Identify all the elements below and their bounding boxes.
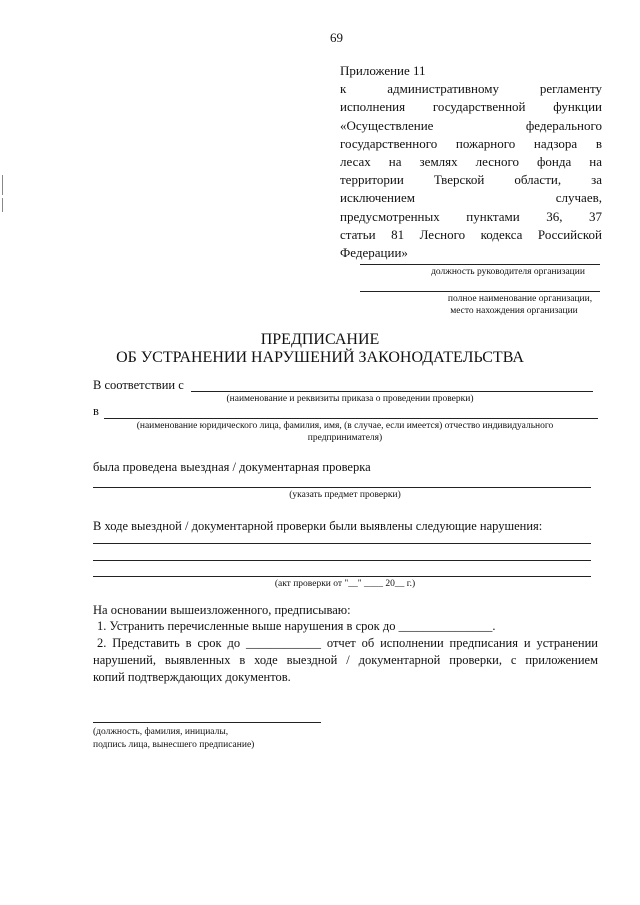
inspection-subject-field[interactable] <box>93 487 591 488</box>
order-field[interactable] <box>191 391 593 392</box>
scan-margin-mark <box>2 175 3 195</box>
annex-line: лесах на землях лесного фонда на <box>340 153 602 169</box>
annex-line: статьи 81 Лесного кодекса Российской <box>340 226 602 242</box>
annex-line: исполнения государственной функции <box>340 99 602 115</box>
inspection-subject-caption: (указать предмет проверки) <box>289 490 401 500</box>
scan-margin-mark <box>2 198 3 212</box>
annex-line: государственного пожарного надзора в <box>340 135 602 151</box>
entity-caption: (наименование юридического лица, фамилия, имя, (в случае, если имеется) отчество индивидуального <box>136 421 554 431</box>
inspection-text: была проведена выездная / документарная проверка <box>93 460 371 474</box>
signature-caption: (должность, фамилия, инициалы, <box>93 727 229 737</box>
entity-caption-cont: предпринимателя) <box>307 433 383 443</box>
org-location-caption: место нахождения организации <box>450 306 578 316</box>
violations-field-1[interactable] <box>93 543 591 544</box>
violations-field-3[interactable] <box>93 576 591 577</box>
instruction-item-2-line: копий подтверждающих документов. <box>93 670 291 684</box>
annex-line: территории Тверской области, за <box>340 172 602 188</box>
violations-field-2[interactable] <box>93 560 591 561</box>
accordance-label: В соответствии с <box>93 378 184 392</box>
signature-caption-cont: подпись лица, вынесшего предписание) <box>93 740 255 750</box>
act-caption: (акт проверки от "__" ____ 20__ г.) <box>274 579 416 589</box>
instructions-intro: На основании вышеизложенного, предписываю: <box>93 603 351 617</box>
instruction-item-1: 1. Устранить перечисленные выше нарушения в срок до _______________. <box>97 619 496 633</box>
instruction-item-2 <box>93 635 598 686</box>
violations-text: В ходе выездной / документарной проверки были выявлены следующие нарушения: <box>93 519 543 533</box>
annex-line: Приложение 11 <box>340 63 426 78</box>
annex-line: «Осуществление федерального <box>340 117 602 133</box>
head-position-field[interactable] <box>360 264 600 265</box>
document-title: ПРЕДПИСАНИЕ <box>260 331 380 348</box>
annex-line: Федерации» <box>340 244 408 260</box>
annex-line: исключением случаев, <box>340 190 602 206</box>
signature-field[interactable] <box>93 722 321 723</box>
order-caption: (наименование и реквизиты приказа о проведении проверки) <box>226 394 474 404</box>
document-subtitle: ОБ УСТРАНЕНИИ НАРУШЕНИЙ ЗАКОНОДАТЕЛЬСТВА <box>116 349 524 366</box>
annex-line: к административному регламенту <box>340 81 602 97</box>
instruction-item-2-line: нарушений, выявленных в ходе выездной / документарной проверки, с приложением <box>93 653 598 667</box>
annex-block <box>340 62 602 262</box>
instruction-item-2-line: 2. Представить в срок до ____________ отчет об исполнении предписания и устранении <box>97 636 598 650</box>
page-number: 69 <box>330 30 343 45</box>
annex-line: предусмотренных пунктами 36, 37 <box>340 208 602 224</box>
head-position-caption: должность руководителя организации <box>431 267 585 277</box>
entity-field[interactable] <box>104 418 598 419</box>
in-label: в <box>93 404 99 418</box>
org-name-field[interactable] <box>360 291 600 292</box>
org-name-caption: полное наименование организации, <box>447 294 593 304</box>
